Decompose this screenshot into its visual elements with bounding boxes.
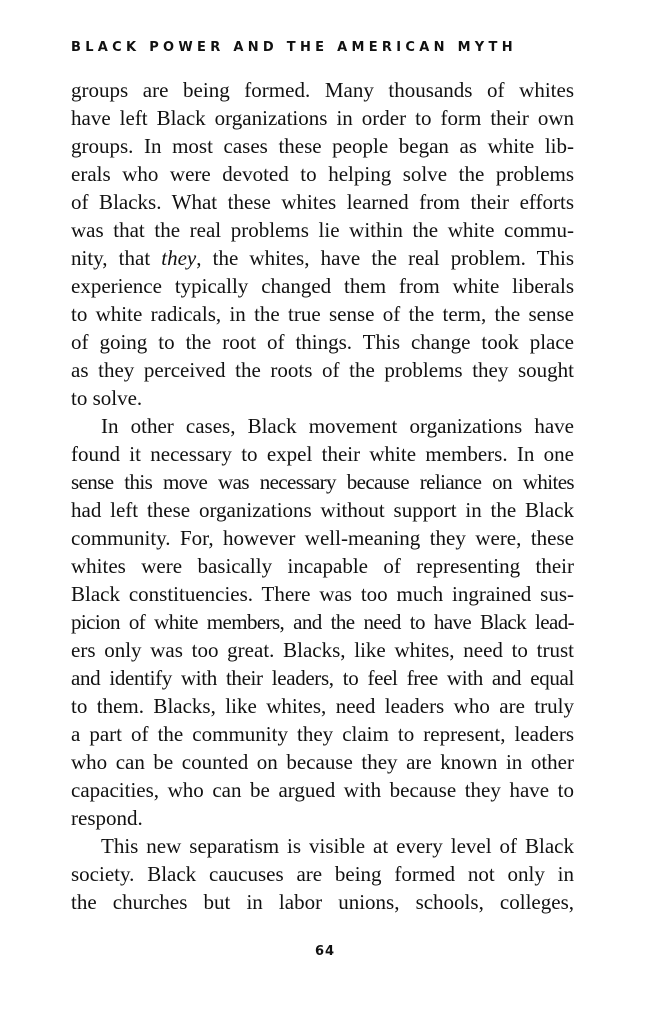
text-line: found it necessary to expel their white members. In one [71,442,574,466]
text-line: In other cases, Black movement organizations have [101,414,574,438]
text-line: whites were basically incapable of representing their [71,554,574,578]
text-line: who can be counted on because they are known in other [71,750,574,774]
text-line: a part of the community they claim to represent, leaders [71,722,574,746]
text-line: experience typically changed them from white liberals [71,274,574,298]
text-fragment: nity, that [71,246,162,270]
text-line [71,244,574,272]
body-text [71,76,574,916]
text-line: picion of white members, and the need to have Black lead- [71,610,574,634]
text-fragment: , the whites, have the real problem. This [196,246,575,270]
page-number: 64 [314,944,336,959]
text-line: Black constituencies. There was too much ingrained sus- [71,582,574,606]
text-line: to white radicals, in the true sense of the term, the sense [71,302,574,326]
running-head: BLACK POWER AND THE AMERICAN MYTH [71,40,517,55]
text-line: as they perceived the roots of the problems they sought [71,358,574,382]
text-line: ers only was too great. Blacks, like whites, need to trust [71,638,574,662]
paragraph [71,832,574,916]
text-line: to solve. [71,386,143,410]
text-line: to them. Blacks, like whites, need leaders who are truly [71,694,574,718]
text-line: society. Black caucuses are being formed not only in [71,862,574,886]
text-line: This new separatism is visible at every level of Black [101,834,574,858]
paragraph [71,76,574,412]
italic-emphasis: they [161,246,197,270]
text-line: of Blacks. What these whites learned from their efforts [71,190,574,214]
text-line: capacities, who can be argued with because they have to [71,778,574,802]
text-line: the churches but in labor unions, schools, colleges, [71,890,574,914]
text-line: have left Black organizations in order to form their own [71,106,574,130]
text-line: was that the real problems lie within the white commu- [71,218,574,242]
text-line: respond. [71,806,143,830]
text-line: groups are being formed. Many thousands of whites [71,78,574,102]
text-line: community. For, however well-meaning they were, these [71,526,574,550]
text-line: of going to the root of things. This change took place [71,330,574,354]
text-line: had left these organizations without support in the Black [71,498,574,522]
text-line: sense this move was necessary because reliance on whites [71,470,574,494]
text-line: erals who were devoted to helping solve the problems [71,162,574,186]
paragraph [71,412,574,832]
text-line: groups. In most cases these people began as white lib- [71,134,574,158]
text-line: and identify with their leaders, to feel free with and equal [71,666,574,690]
